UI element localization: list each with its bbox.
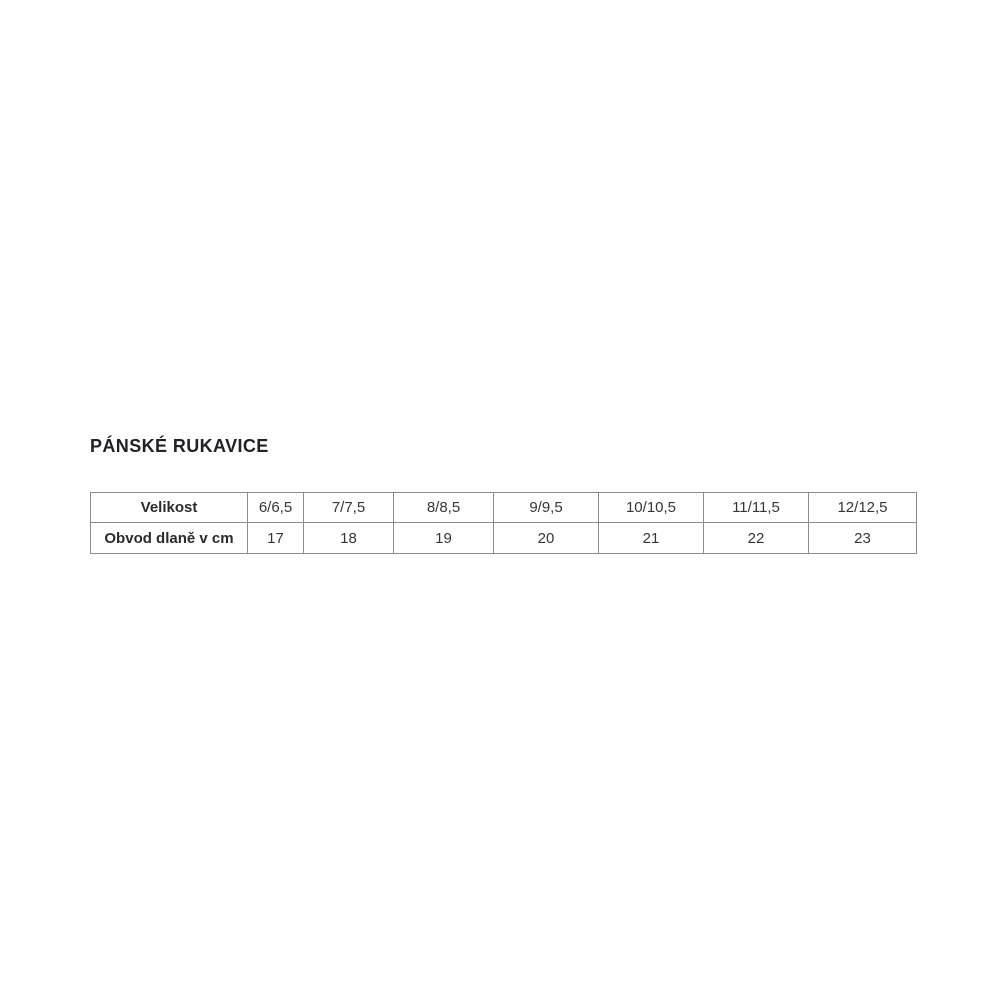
size-table [90, 492, 917, 554]
size-cell-7: 12/12,5 [809, 493, 917, 523]
table-row-sizes [91, 493, 917, 523]
size-cell-6: 11/11,5 [704, 493, 809, 523]
row-header-size: Velikost [91, 493, 248, 523]
circumference-cell-6: 22 [704, 523, 809, 554]
size-cell-4: 9/9,5 [494, 493, 599, 523]
circumference-cell-7: 23 [809, 523, 917, 554]
size-cell-2: 7/7,5 [304, 493, 394, 523]
circumference-cell-5: 21 [599, 523, 704, 554]
size-cell-3: 8/8,5 [394, 493, 494, 523]
circumference-cell-4: 20 [494, 523, 599, 554]
size-cell-1: 6/6,5 [248, 493, 304, 523]
table-row-palm-circumference [91, 523, 917, 554]
row-header-palm-circumference: Obvod dlaně v cm [91, 523, 248, 554]
circumference-cell-3: 19 [394, 523, 494, 554]
section-title: PÁNSKÉ RUKAVICE [90, 436, 269, 456]
size-cell-5: 10/10,5 [599, 493, 704, 523]
circumference-cell-1: 17 [248, 523, 304, 554]
circumference-cell-2: 18 [304, 523, 394, 554]
